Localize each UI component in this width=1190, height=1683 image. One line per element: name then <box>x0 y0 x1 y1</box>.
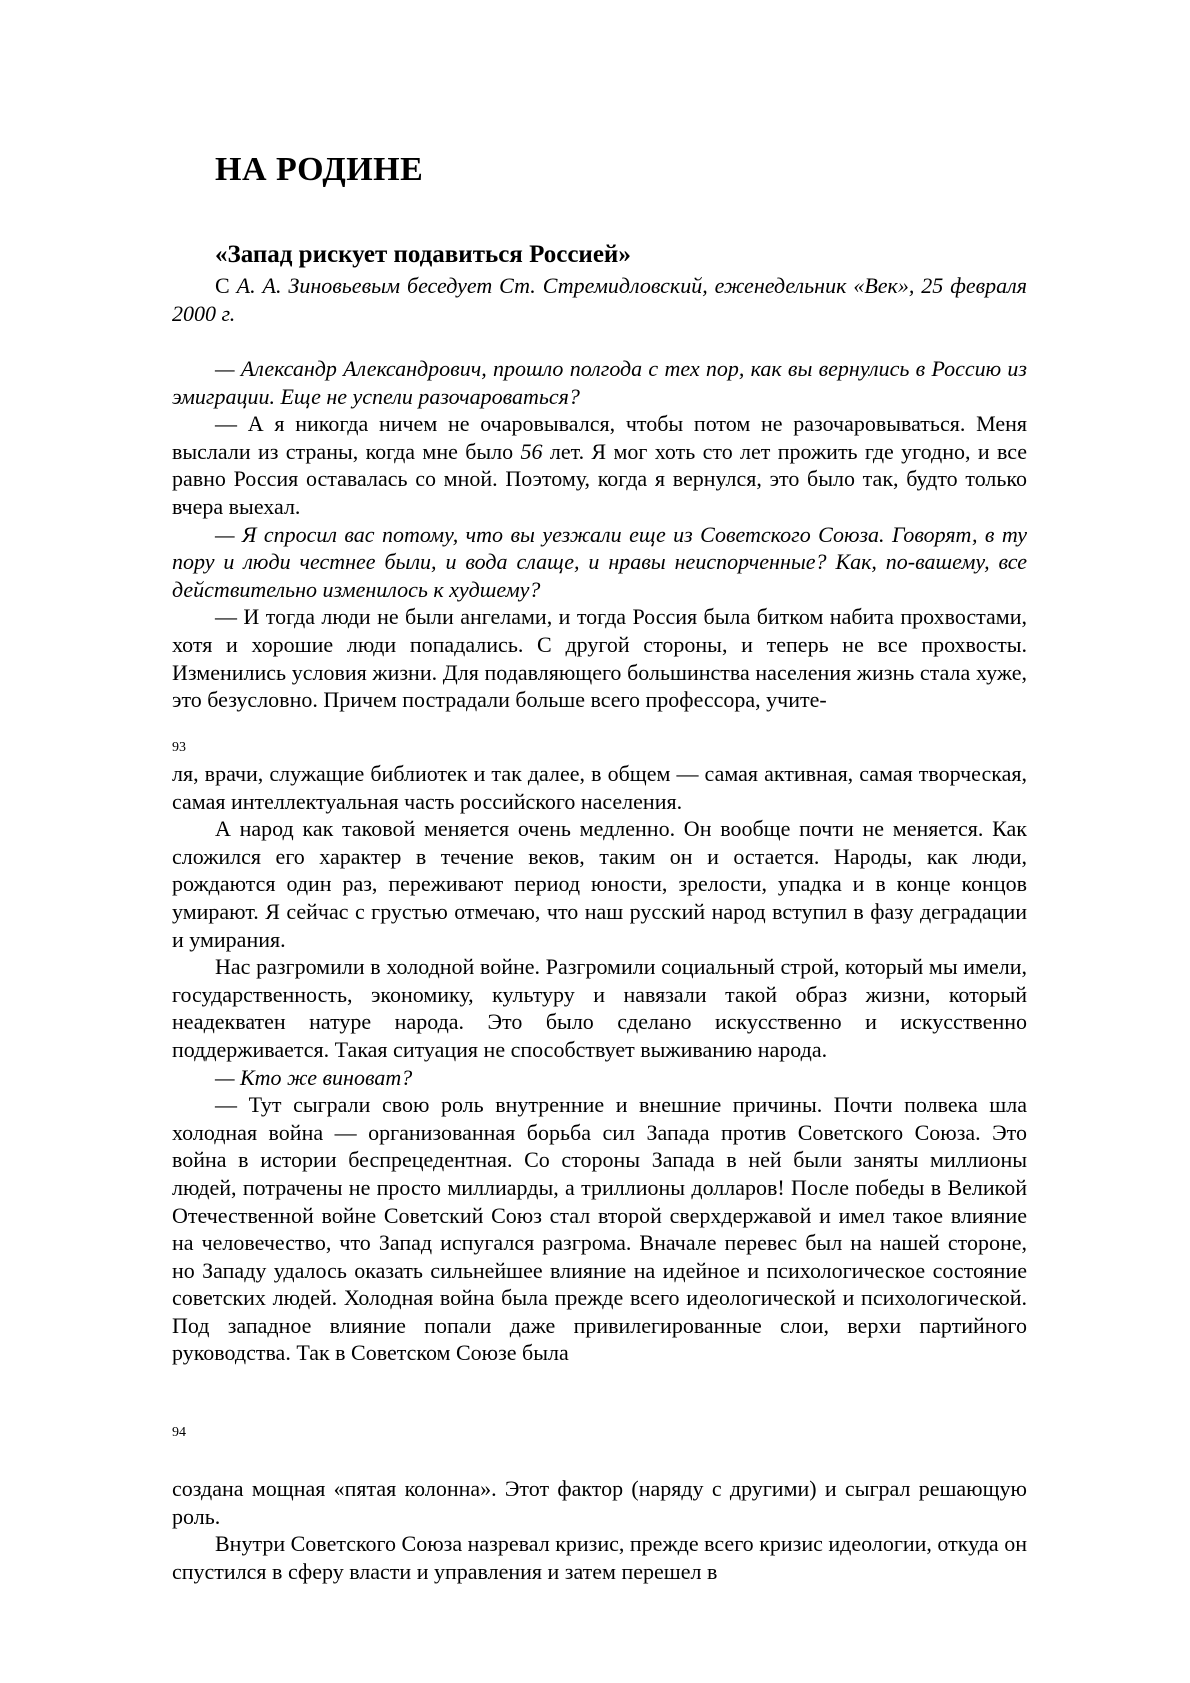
byline <box>172 272 1027 327</box>
body-paragraph: Нас разгромили в холодной войне. Разгромили социальный строй, который мы имели, государственность, экономику, культуру и навязали такой образ жизни, который неадекватен натуре народа. Это было сделано искусственно и искусственно поддерживается. Такая ситуация не способствует выживанию народа. <box>172 954 1027 1062</box>
body-paragraph: Внутри Советского Союза назревал кризис, прежде всего кризис идеологии, откуда он спустился в сферу власти и управления и затем перешел в <box>172 1531 1027 1584</box>
answer-paragraph: — И тогда люди не были ангелами, и тогда Россия была битком набита прохвостами, хотя и хорошие люди попадались. С другой стороны, и теперь не все прохвосты. Изменились условия жизни. Для подавляющего большинства населения жизнь стала хуже, это безусловно. Причем пострадали больше всего профессора, учите- <box>172 604 1027 713</box>
answer-text-part: лет. Я мог хоть сто лет прожить где угодно, и все равно Россия оставалась со мной. Поэтому, когда я вернулся, это было так, будто только вчера выехал. <box>172 438 1027 519</box>
continued-paragraph: создана мощная «пятая колонна». Этот фактор (наряду с другими) и сыграл решающую роль. <box>172 1476 1027 1529</box>
article-title: «Запад рискует подавиться Россией» <box>215 241 631 268</box>
chapter-title: НА РОДИНЕ <box>215 151 424 188</box>
answer-paragraph: — Тут сыграли свою роль внутренние и внешние причины. Почти полвека шла холодная война — организованная борьба сил Запада против Советского Союза. Это война в истории беспрецедентная. Со стороны Запада в ней были заняты миллионы людей, потрачены не просто миллиарды, а триллионы долларов! После победы в Великой Отечественной войне Советский Союз стал второй сверхдержавой и имел такое влияние на человечество, что Запад испугался разгрома. Вначале перевес был на нашей стороне, но Западу удалось оказать сильнейшее влияние на идейное и психологическое состояние советских людей. Холодная война была прежде всего идеологической и психологической. Под западное влияние попали даже привилегированные слои, верхи партийного руководства. Так в Советском Союзе была <box>172 1092 1027 1366</box>
text-block-third <box>172 1475 1027 1585</box>
answer-text-part: — А я никогда ничем не очаровывался, чтобы потом не разочаровываться. Меня выслали из страны, когда мне было <box>172 411 1027 464</box>
question-paragraph: — Я спросил вас потому, что вы уезжали еще из Советского Союза. Говорят, в ту пору и люди честнее были, и вода слаще, и нравы неиспорченные? Как, по-вашему, все действительно изменилось к худшему? <box>172 521 1027 602</box>
age-value: 56 <box>520 438 543 464</box>
continued-paragraph: ля, врачи, служащие библиотек и так далее, в общем — самая активная, самая творческая, самая интеллектуальная часть российского населения. <box>172 761 1027 814</box>
text-block-second <box>172 760 1027 1367</box>
answer-paragraph <box>172 410 1027 520</box>
body-paragraph: А народ как таковой меняется очень медленно. Он вообще почти не меняется. Как сложился его характер в течение веков, таким он и остается. Народы, как люди, рождаются один раз, переживают период юности, зрелости, упадка и в конце концов умирают. Я сейчас с грустью отмечаю, что наш русский народ вступил в фазу деградации и умирания. <box>172 816 1027 952</box>
page-number: 93 <box>172 740 186 755</box>
text-block-first <box>172 355 1027 714</box>
page-number: 94 <box>172 1425 186 1440</box>
question-paragraph: — Александр Александрович, прошло полгода с тех пор, как вы вернулись в Россию из эмиграции. Еще не успели разочароваться? <box>172 356 1027 409</box>
byline-prefix: С <box>215 273 237 298</box>
question-paragraph: — Кто же виноват? <box>215 1064 413 1090</box>
byline-text: А. А. Зиновьевым беседует Ст. Стремидловский, еженедельник «Век», 25 февраля 2000 г. <box>172 273 1027 326</box>
byline-paragraph <box>172 272 1027 327</box>
